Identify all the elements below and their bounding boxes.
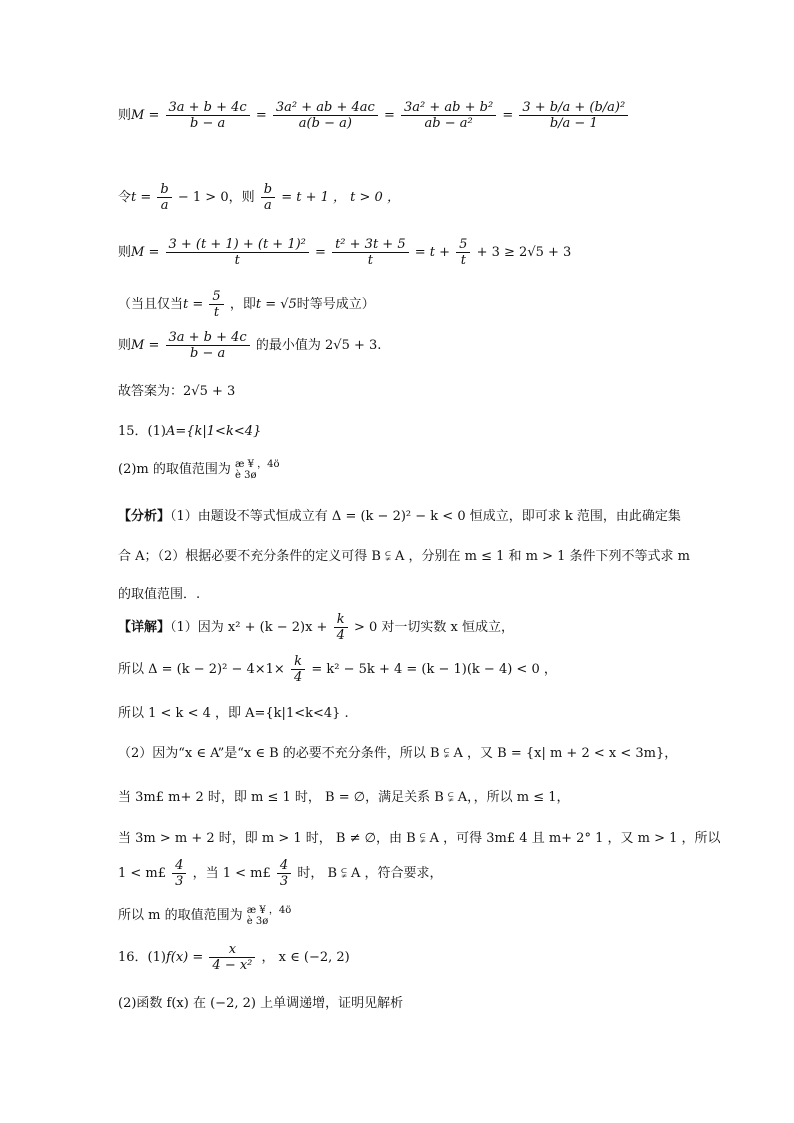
text: 时等号成立） — [296, 297, 375, 312]
numerator: 5 — [456, 237, 470, 253]
text: 则 — [118, 245, 132, 260]
fraction — [273, 100, 378, 131]
numerator: t² + 3t + 5 — [332, 237, 409, 253]
denominator: b − a — [189, 116, 226, 131]
fraction — [172, 858, 186, 889]
numerator: 4 — [277, 858, 291, 874]
text: (2)函数 f(x) 在 (−2, 2) 上单调递增，证明见解析 — [118, 996, 404, 1011]
line-answer — [118, 380, 235, 399]
text: > 0 对一切实数 x 恒成立， — [354, 620, 515, 635]
numerator: 3a + b + 4c — [166, 100, 250, 116]
text: （1）因为 x² + (k − 2)x + — [170, 620, 328, 635]
math: = t + — [414, 245, 451, 260]
detail-line-2 — [118, 654, 557, 685]
text: 时， B ⫋ A ，符合要求， — [297, 866, 443, 881]
text: （1）由题设不等式恒成立有 Δ = (k − 2)² − k < 0 恒成立，即可求 k 范围，由此确定集 — [170, 509, 681, 524]
numerator: 3a² + ab + b² — [401, 100, 496, 116]
text: 当 3m > m + 2 时，即 m > 1 时， B ≠ ∅，由 B ⫋ A ，可得 3m£ 4 且 m+ 2° 1 ，又 m > 1 ，所以 — [118, 831, 721, 846]
numerator: b — [157, 182, 171, 198]
detail-line-6 — [118, 827, 721, 846]
text: 的最小值为 — [255, 338, 321, 353]
q15-part1-answer — [118, 420, 261, 439]
label: 16．(1) — [118, 950, 166, 965]
fraction — [209, 942, 255, 973]
denominator: t — [460, 253, 466, 268]
denominator: 4 — [336, 628, 345, 643]
garbled-interval — [247, 905, 292, 927]
denominator: a — [160, 198, 169, 213]
denominator: t — [234, 253, 240, 268]
q16-part2-answer — [118, 992, 403, 1011]
text: 当 3m£ m+ 2 时，即 m ≤ 1 时， B = ∅，满足关系 B ⫋ A，，所以 m ≤ 1， — [118, 790, 570, 805]
numerator: b — [261, 182, 275, 198]
denominator: 4 — [293, 670, 303, 685]
detail-line-8 — [118, 904, 291, 927]
text: 故答案为： — [118, 384, 184, 399]
text: （当且仅当 — [118, 297, 184, 312]
detail-tag: 【详解】 — [118, 620, 171, 635]
denominator: 4 − x² — [212, 958, 253, 973]
analysis-tag: 【分析】 — [118, 509, 171, 524]
denominator: a — [264, 198, 272, 213]
analysis-line-1 — [118, 505, 681, 524]
math-lhs: M = — [131, 245, 160, 260]
text: 1 < m£ — [118, 866, 167, 881]
label: 15．(1) — [118, 424, 166, 439]
numerator: 3 + (t + 1) + (t + 1)² — [166, 237, 309, 253]
numerator: 3a + b + 4c — [166, 330, 250, 346]
text: 合 A；（2）根据必要不充分条件的定义可得 B ⫋ A ，分别在 m ≤ 1 和 m > 1 条件下列不等式求 m — [118, 549, 690, 564]
text: （2）因为“x ∈ A”是“x ∈ B 的必要不充分条件，所以 B ⫋ A ，又 B = {x| m + 2 < x < 3m}， — [118, 746, 678, 761]
fraction — [157, 182, 171, 213]
interval-bottom: è 3ø — [235, 469, 257, 481]
math: + 3 ≥ 2√5 + 3 — [476, 245, 572, 260]
label: (2)m 的取值范围为 — [118, 462, 231, 477]
text: 则 — [118, 338, 132, 353]
text: 的取值范围．. — [118, 587, 201, 602]
fraction — [166, 100, 250, 131]
detail-line-7 — [118, 858, 443, 889]
text: 所以 Δ = (k − 2)² − 4×1× — [118, 662, 285, 677]
fraction — [456, 237, 470, 268]
denominator: t — [367, 253, 373, 268]
line-min-value — [118, 330, 381, 361]
interval-top: æ ¥ ，4ö — [235, 458, 280, 470]
math: A={k|1<k<4} — [165, 424, 262, 439]
numerator: 3 + b/a + (b/a)² — [519, 100, 628, 116]
text: 则 — [118, 108, 132, 123]
text: 所以 1 < k < 4 ，即 A={k|1<k<4} . — [118, 706, 349, 721]
numerator: k — [291, 654, 305, 670]
analysis-line-2 — [118, 545, 690, 564]
numerator: 4 — [172, 858, 186, 874]
numerator: 3a² + ab + 4ac — [273, 100, 378, 116]
denominator: a(b − a) — [298, 116, 352, 131]
numerator: 5 — [209, 289, 223, 305]
equals: = — [383, 108, 395, 123]
detail-line-3 — [118, 702, 349, 721]
q16-part1-answer — [118, 942, 350, 973]
equals: = — [315, 245, 326, 260]
line-M-in-t — [118, 237, 571, 268]
denominator: b − a — [189, 346, 226, 361]
math: t = — [131, 190, 152, 205]
math: 2√5 + 3. — [325, 338, 382, 353]
line-substitution — [118, 182, 400, 213]
detail-line-4 — [118, 742, 677, 761]
equals: = — [255, 108, 267, 123]
fraction — [166, 237, 309, 268]
equals: = — [502, 108, 514, 123]
denominator: 3 — [175, 874, 184, 889]
q15-part2-answer — [118, 458, 280, 481]
interval-top: æ ¥ ，4ö — [246, 904, 292, 916]
text: 令 — [118, 190, 132, 205]
text: ，当 1 < m£ — [192, 866, 271, 881]
math: f(x) = — [165, 950, 204, 965]
detail-line-1 — [118, 612, 514, 643]
denominator: ab − a² — [424, 116, 473, 131]
denominator: b/a − 1 — [549, 116, 598, 131]
fraction — [291, 654, 305, 685]
fraction — [261, 182, 275, 213]
denominator: 3 — [279, 874, 289, 889]
fraction — [209, 289, 223, 320]
math: ， x ∈ (−2, 2) — [261, 950, 350, 965]
math: − 1 > 0，则 — [177, 190, 255, 205]
line-M-expression — [118, 100, 630, 131]
fraction — [334, 612, 348, 643]
math: = t + 1 ， t > 0 ， — [281, 190, 400, 205]
fraction — [277, 858, 291, 889]
garbled-interval — [235, 459, 280, 481]
fraction — [332, 237, 409, 268]
label: 所以 m 的取值范围为 — [118, 908, 243, 923]
math: 2√5 + 3 — [183, 384, 236, 399]
denominator: t — [213, 305, 220, 320]
text: = k² − 5k + 4 = (k − 1)(k − 4) < 0 ， — [311, 662, 557, 677]
numerator: k — [334, 612, 348, 628]
fraction — [519, 100, 628, 131]
analysis-line-3 — [118, 583, 200, 602]
line-equality-condition — [118, 289, 375, 320]
text: ，即 — [229, 297, 256, 312]
math: t = √5 — [255, 297, 297, 312]
detail-line-5 — [118, 786, 570, 805]
fraction — [166, 330, 250, 361]
math: t = — [183, 297, 204, 312]
interval-bottom: è 3ø — [246, 915, 269, 927]
fraction — [401, 100, 496, 131]
math-lhs: M = — [131, 338, 160, 353]
numerator: x — [209, 942, 255, 958]
math-lhs: M = — [131, 108, 160, 123]
